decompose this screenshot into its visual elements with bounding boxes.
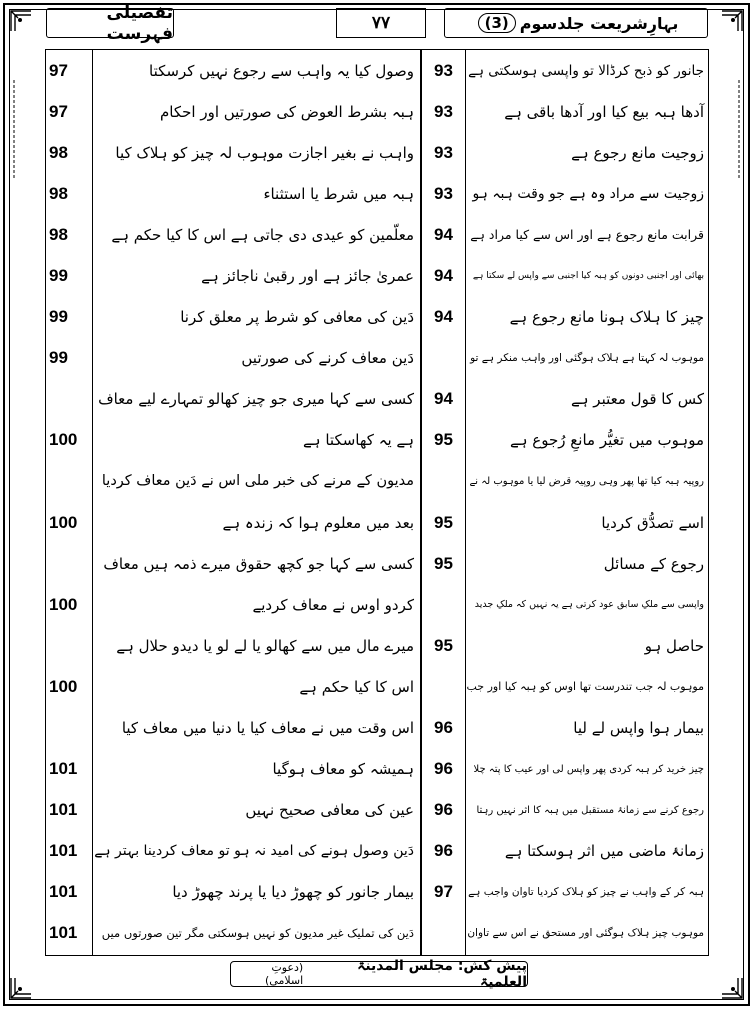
entry-page-right: 95 (434, 553, 453, 573)
entry-page-right: 94 (434, 224, 453, 244)
entry-page-right (421, 461, 466, 502)
entry-page-left (46, 379, 92, 420)
entry-title-left: کسی سے کہا میری جو چیز کھالو تمہارے لیے معاف (98, 390, 414, 409)
entry-page-right (421, 338, 466, 379)
entry-title-left: دَین معاف کرنے کی صورتیں (241, 349, 414, 368)
entry-page-right: 97 (434, 882, 453, 902)
entry-title-left: ہے یہ کھاسکتا ہے (303, 431, 414, 450)
volume-number: (3) (478, 13, 516, 33)
section-title: تفصیلی فہرست (46, 8, 174, 38)
entry-page-right: 94 (434, 307, 453, 327)
entry-page-right (421, 666, 466, 707)
entry-title-right: رجوع کرنے سے زمانۂ مستقبل میں ہبہ کا اثر نہیں رہتا (476, 804, 704, 816)
border-ornament-icon (9, 80, 19, 180)
entry-title-right: کس کا قول معتبر ہے (570, 390, 704, 409)
entry-page-left: 97 (49, 101, 68, 121)
book-title-box (444, 8, 708, 38)
corner-ornament-icon (721, 10, 743, 32)
entry-title-right: قرابت مانع رجوع ہے اور اس سے کیا مراد ہے (470, 227, 704, 243)
table-row (46, 790, 708, 831)
entry-title-right: چیز خرید کر ہبہ کردی پھر واپس لی اور عیب کا پتہ چلا (473, 763, 704, 775)
entry-page-right (421, 913, 466, 954)
page-number: ۷۷ (336, 8, 426, 38)
entry-page-right: 94 (434, 389, 453, 409)
table-row (46, 502, 708, 543)
entry-title-left: دَین وصول ہونے کی امید نہ ہو تو معاف کردینا بہتر ہے (94, 843, 414, 860)
table-row (46, 297, 708, 338)
corner-ornament-icon (721, 977, 743, 999)
table-row (46, 255, 708, 296)
entry-page-left (46, 461, 92, 502)
entry-title-left: کردو اوس نے معاف کردیے (252, 595, 414, 614)
entry-page-left (46, 625, 92, 666)
entry-title-left: ہبہ میں شرط یا استثناء (263, 184, 414, 203)
table-row (46, 461, 708, 502)
entry-page-left: 99 (49, 265, 68, 285)
entry-title-left: واہب نے بغیر اجازت موہوب لہ چیز کو ہلاک کیا (115, 143, 414, 162)
entry-title-right: زوجیت سے مراد وہ ہے جو وقت ہبہ ہو (472, 185, 704, 202)
entry-title-left: ہمیشہ کو معاف ہوگیا (272, 760, 414, 779)
entry-title-right: اسے تصدُّق کردیا (601, 513, 704, 532)
table-row (46, 831, 708, 872)
entry-page-right: 93 (434, 183, 453, 203)
entry-title-right: آدھا ہبہ بیع کیا اور آدھا باقی ہے (504, 102, 704, 121)
table-row (46, 625, 708, 666)
entry-title-right: موہوب چیز ہلاک ہوگئی اور مستحق نے اس سے تاوان (467, 927, 704, 940)
entry-title-right: بیمار ہوا واپس لے لیا (573, 718, 704, 737)
entry-page-left: 100 (49, 512, 78, 532)
entry-page-left: 100 (49, 594, 78, 614)
entry-page-right: 96 (434, 841, 453, 861)
publisher-name: پیش کش: مجلس المدینۃ العلمیۃ (357, 958, 527, 990)
table-row (46, 50, 708, 91)
book-title: بہارِشریعت جلدسوم (519, 13, 679, 33)
table-row (46, 214, 708, 255)
corner-ornament-icon (10, 977, 32, 999)
entry-title-right: چیز کا ہلاک ہونا مانع رجوع ہے (509, 308, 704, 327)
entry-page-right: 93 (434, 101, 453, 121)
entry-title-left: میرے مال میں سے کھالو یا لے لو یا دیدو حلال ہے (116, 636, 414, 655)
table-row (46, 379, 708, 420)
entry-title-left: دَین کی معافی کو شرط پر معلق کرنا (180, 308, 414, 327)
entry-title-left: بعد میں معلوم ہوا کہ زندہ ہے (222, 513, 414, 532)
contents-table (45, 49, 709, 956)
table-row (46, 91, 708, 132)
entry-title-left: معلّمین کو عیدی دی جاتی ہے اس کا کیا حکم ہے (111, 225, 414, 244)
entry-page-right: 93 (434, 142, 453, 162)
table-row (46, 584, 708, 625)
entry-title-right: ہبہ کر کے واہب نے چیز کو ہلاک کردیا تاوان واجب ہے (468, 886, 704, 899)
entry-title-right: حاصل ہو (644, 636, 704, 655)
entry-title-right: موہوب میں تغیُّر مانعِ رُجوع ہے (509, 431, 704, 450)
entry-title-left: بیمار جانور کو چھوڑ دیا یا پرند چھوڑ دیا (172, 883, 414, 902)
entry-page-left: 101 (49, 923, 78, 943)
entry-page-left: 100 (49, 430, 78, 450)
table-row (46, 666, 708, 707)
table-row (46, 420, 708, 461)
entry-page-right: 96 (434, 800, 453, 820)
page-header (46, 2, 708, 44)
entry-page-left: 101 (49, 800, 78, 820)
border-ornament-icon (734, 80, 744, 180)
entry-page-left: 101 (49, 882, 78, 902)
entry-title-left: اس وقت میں نے معاف کیا یا دنیا میں معاف کیا (121, 718, 414, 737)
table-row (46, 543, 708, 584)
entry-title-left: وصول کیا یہ واہب سے رجوع نہیں کرسکتا (149, 61, 414, 80)
entry-page-left: 97 (49, 60, 68, 80)
entry-page-right: 95 (434, 512, 453, 532)
entry-title-right: جانور کو ذبح کرڈالا تو واپسی ہوسکتی ہے (468, 62, 704, 79)
entry-page-left: 99 (49, 307, 68, 327)
entry-title-left: اس کا کیا حکم ہے (299, 677, 414, 696)
entry-page-right (421, 584, 466, 625)
table-row (46, 913, 708, 954)
entry-title-right: بھائی اور اجنبی دونوں کو ہبہ کیا اجنبی سے واپس لے سکتا ہے (472, 270, 704, 281)
entry-title-left: عین کی معافی صحیح نہیں (245, 801, 414, 820)
entry-page-left: 98 (49, 142, 68, 162)
entry-title-right: زمانۂ ماضی میں اثر ہوسکتا ہے (504, 842, 704, 861)
entry-page-left: 98 (49, 224, 68, 244)
entry-page-right: 95 (434, 635, 453, 655)
entry-page-left: 98 (49, 183, 68, 203)
entry-page-left: 99 (49, 348, 68, 368)
entry-title-right: موہوب لہ جب تندرست تھا اوس کو ہبہ کیا اور جب (466, 680, 704, 694)
entry-page-left (46, 543, 92, 584)
entry-page-left: 101 (49, 759, 78, 779)
entry-page-right: 96 (434, 759, 453, 779)
entry-page-left: 100 (49, 676, 78, 696)
entry-title-left: ہبہ بشرط العوض کی صورتیں اور احکام (159, 102, 414, 121)
table-row (46, 872, 708, 913)
entry-page-left: 101 (49, 841, 78, 861)
entry-title-right: رجوع کے مسائل (603, 554, 704, 573)
entry-title-right: موہوب لہ کہتا ہے ہلاک ہوگئی اور واہب منکر ہے تو (470, 352, 704, 365)
entry-page-left (46, 707, 92, 748)
entry-title-left: مدیون کے مرنے کی خبر ملی اس نے دَین معاف کردیا (101, 473, 414, 490)
entry-page-right: 94 (434, 265, 453, 285)
entry-page-right: 95 (434, 430, 453, 450)
entry-title-right: زوجیت مانع رجوع ہے (571, 143, 704, 162)
entry-title-right: واپسی سے ملکِ سابق عود کرتی ہے یہ نہیں کہ ملکِ جدید (474, 599, 704, 611)
table-row (46, 749, 708, 790)
entry-title-right: روپیہ ہبہ کیا تھا پھر وہی روپیہ قرض لیا یا موہوب لہ نے (469, 475, 704, 487)
table-row (46, 707, 708, 748)
entry-title-left: کسی سے کہا جو کچھ حقوق میرے ذمہ ہیں معاف (103, 554, 414, 573)
table-row (46, 173, 708, 214)
publisher-footer (230, 958, 528, 990)
corner-ornament-icon (10, 10, 32, 32)
entry-page-right: 96 (434, 717, 453, 737)
entry-title-left: دَین کی تملیک غیر مدیون کو نہیں ہوسکتی مگر تین صورتوں میں (101, 926, 414, 941)
entry-page-right: 93 (434, 60, 453, 80)
table-row (46, 132, 708, 173)
table-row (46, 338, 708, 379)
publisher-subtitle: (دعوتِ اسلامی) (264, 961, 304, 987)
entry-title-left: عمریٰ جائز ہے اور رقبیٰ ناجائز ہے (201, 266, 414, 285)
